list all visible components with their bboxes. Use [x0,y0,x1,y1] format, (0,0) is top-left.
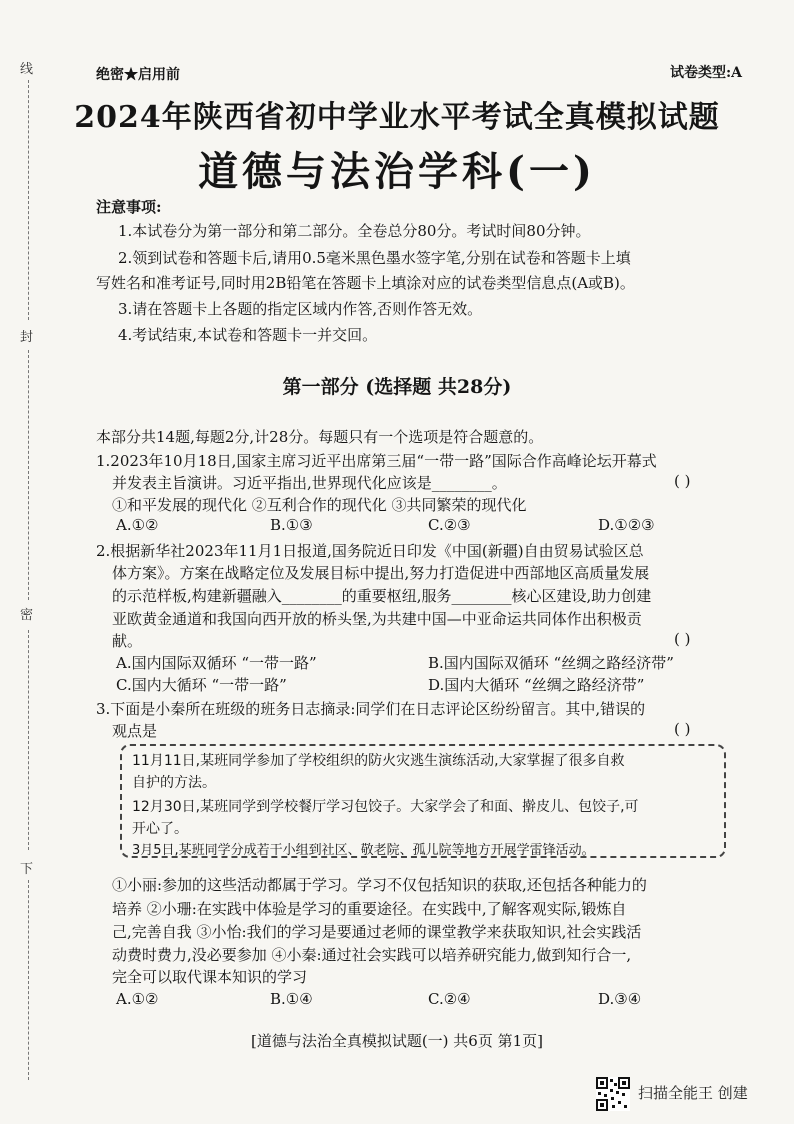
question-3-comment: ①小丽:参加的这些活动都属于学习。学习不仅包括知识的获取,还包括各种能力的 [112,876,647,894]
option-b: B.①③ [270,516,313,534]
diary-line: 开心了。 [132,821,188,837]
option-a: A.①② [116,990,159,1008]
question-2-line: 2.根据新华社2023年11月1日报道,国务院近日印发《中国(新疆)自由贸易试验区总 [96,542,644,560]
notice-item: 1.本试卷分为第一部分和第二部分。全卷总分80分。考试时间80分钟。 [118,222,591,240]
question-1-line: 并发表主旨演讲。习近平指出,世界现代化应该是________。 [112,474,507,492]
qr-code-icon [596,1077,630,1111]
subject-title: 道德与法治学科(一) [198,148,596,195]
margin-char-xian: 线 [20,62,34,77]
diary-line: 11月11日,某班同学参加了学校组织的防火灾逃生演练活动,大家掌握了很多自救 [132,753,625,769]
option-c: C.②④ [428,990,471,1008]
question-2-line: 体方案》。方案在战略定位及发展目标中提出,努力打造促进中西部地区高质量发展 [112,564,650,582]
diary-line: 自护的方法。 [132,775,216,791]
option-b: B.①④ [270,990,313,1008]
question-2-line: 献。 [112,632,143,650]
question-3-comment: 己,完善自我 ③小怡:我们的学习是要通过老师的课堂教学来获取知识,社会实践活 [112,923,642,941]
option-d: D.国内大循环 “丝绸之路经济带” [428,676,645,694]
part-description: 本部分共14题,每题2分,计28分。每题只有一个选项是符合题意的。 [96,428,544,446]
option-a: A.国内国际双循环 “一带一路” [116,654,317,672]
page-footer: [道德与法治全真模拟试题(一) 共6页 第1页] [250,1032,544,1050]
exam-title: 2024年陕西省初中学业水平考试全真模拟试题 [74,100,720,135]
answer-bracket: ( ) [674,720,691,738]
scanner-brand: 扫描全能王 创建 [638,1084,748,1102]
question-3-comment: 完全可以取代课本知识的学习 [112,968,308,986]
diary-line: 3月5日,某班同学分成若干小组到社区、敬老院、孤儿院等地方开展学雷锋活动。 [132,843,595,858]
option-d: D.③④ [598,990,642,1008]
option-b: B.国内国际双循环 “丝绸之路经济带” [428,654,674,672]
answer-bracket: ( ) [674,630,691,648]
option-d: D.①②③ [598,516,655,534]
notice-item: 4.考试结束,本试卷和答题卡一并交回。 [118,326,378,344]
diary-line: 12月30日,某班同学到学校餐厅学习包饺子。大家学会了和面、擀皮儿、包饺子,可 [132,799,639,815]
question-2-line: 的示范样板,构建新疆融入________的重要枢纽,服务________核心区建设,助力创建 [112,587,652,605]
margin-char-xia: 下 [20,862,34,877]
option-c: C.②③ [428,516,471,534]
question-3-comment: 动费时费力,没必要参加 ④小秦:通过社会实践可以培养研究能力,做到知行合一, [112,946,632,964]
question-1-line: 1.2023年10月18日,国家主席习近平出席第三届“一带一路”国际合作高峰论坛开幕式 [96,452,657,470]
question-3-comment: 培养 ②小珊:在实践中体验是学习的重要途径。在实践中,了解客观实际,锻炼自 [112,900,627,918]
notice-item: 2.领到试卷和答题卡后,请用0.5毫米黑色墨水签字笔,分别在试卷和答题卡上填 [118,249,631,267]
option-a: A.①② [116,516,159,534]
option-c: C.国内大循环 “一带一路” [116,676,287,694]
margin-char-mi: 密 [20,608,34,623]
secret-label: 绝密★启用前 [96,67,180,83]
question-3-line: 观点是 [112,722,158,740]
notice-item: 3.请在答题卡上各题的指定区域内作答,否则作答无效。 [118,300,483,318]
notice-heading: 注意事项: [96,198,162,216]
answer-bracket: ( ) [674,472,691,490]
binding-line [28,630,29,850]
notice-item: 写姓名和准考证号,同时用2B铅笔在答题卡上填涂对应的试卷类型信息点(A或B)。 [96,274,635,292]
paper-type-label: 试卷类型:A [669,65,742,81]
part-heading: 第一部分 (选择题 共28分) [282,376,512,398]
question-3-line: 3.下面是小秦所在班级的班务日志摘录:同学们在日志评论区纷纷留言。其中,错误的 [96,700,646,718]
margin-char-feng: 封 [20,330,34,345]
question-2-line: 亚欧黄金通道和我国向西开放的桥头堡,为共建中国—中亚命运共同体作出积极贡 [112,610,642,628]
question-1-choices: ①和平发展的现代化 ②互利合作的现代化 ③共同繁荣的现代化 [112,496,527,514]
